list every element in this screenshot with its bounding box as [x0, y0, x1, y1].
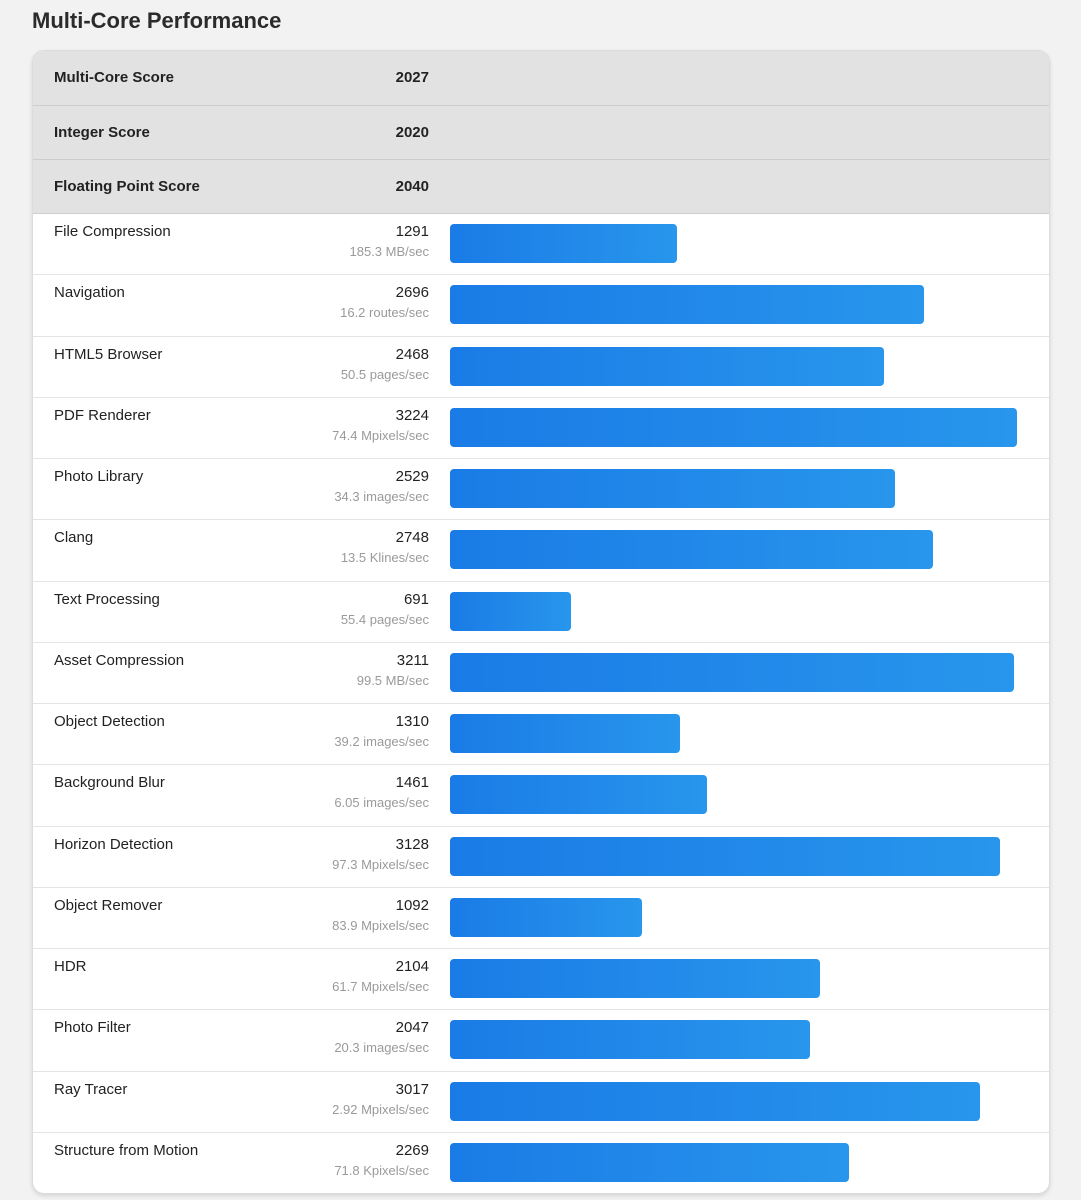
- benchmark-name: Ray Tracer: [54, 1080, 128, 1098]
- benchmark-score: 3017: [395, 1080, 429, 1098]
- score-bar: [450, 285, 924, 324]
- score-bar: [450, 469, 895, 508]
- benchmark-rate: 39.2 images/sec: [334, 734, 429, 749]
- benchmark-name: Photo Library: [54, 468, 144, 485]
- benchmark-row: [33, 1133, 1049, 1194]
- summary-row: [33, 106, 1049, 160]
- bar-track: [450, 653, 1030, 692]
- bar-track: [450, 775, 1030, 814]
- benchmark-rate: 74.4 Mpixels/sec: [332, 427, 429, 443]
- benchmark-rate: 13.5 Klines/sec: [340, 550, 429, 566]
- benchmark-name: Photo Filter: [54, 1019, 131, 1037]
- benchmark-rate: 34.3 images/sec: [334, 489, 429, 504]
- benchmark-row: [33, 459, 1049, 520]
- benchmark-score: 2047: [395, 1019, 429, 1037]
- benchmark-score: 2529: [395, 468, 429, 485]
- benchmark-name: Background Blur: [54, 774, 165, 792]
- benchmark-score: 691: [403, 590, 429, 608]
- bar-track: [450, 408, 1030, 447]
- summary-section: [33, 51, 1049, 214]
- benchmark-score: 1310: [395, 713, 429, 730]
- summary-label: Multi-Core Score: [54, 69, 175, 86]
- benchmark-row: [33, 520, 1049, 581]
- benchmark-score: 2269: [395, 1141, 429, 1159]
- benchmark-score: 3211: [396, 651, 429, 669]
- benchmark-score: 1092: [395, 896, 429, 914]
- benchmark-row: [33, 827, 1049, 888]
- summary-row: [33, 160, 1049, 214]
- results-card: [32, 50, 1050, 1194]
- benchmark-score: 1461: [395, 774, 429, 792]
- benchmark-rate: 6.05 images/sec: [334, 795, 429, 811]
- benchmark-rate: 71.8 Kpixels/sec: [334, 1162, 429, 1178]
- benchmark-row: [33, 398, 1049, 459]
- bar-track: [450, 530, 1030, 569]
- summary-score: 2027: [395, 69, 429, 86]
- score-bar: [450, 1082, 980, 1121]
- benchmark-rate: 20.3 images/sec: [334, 1040, 429, 1056]
- benchmark-row: [33, 949, 1049, 1010]
- bar-track: [450, 1082, 1030, 1121]
- benchmark-row: [33, 888, 1049, 949]
- bar-track: [450, 1143, 1030, 1182]
- bar-track: [450, 959, 1030, 998]
- benchmark-list: [33, 214, 1049, 1194]
- bar-track: [450, 224, 1030, 263]
- benchmark-name: Horizon Detection: [54, 835, 174, 853]
- bar-track: [450, 469, 1030, 508]
- score-bar: [450, 530, 933, 569]
- benchmark-name: Asset Compression: [54, 651, 185, 669]
- benchmark-name: HTML5 Browser: [54, 345, 163, 363]
- benchmark-row: [33, 275, 1049, 336]
- benchmark-name: Text Processing: [54, 590, 160, 608]
- benchmark-rate: 16.2 routes/sec: [340, 305, 429, 321]
- score-bar: [450, 775, 707, 814]
- benchmark-name: Clang: [54, 529, 94, 547]
- benchmark-rate: 185.3 MB/sec: [349, 244, 429, 259]
- benchmark-name: Object Detection: [54, 713, 165, 730]
- benchmark-row: [33, 765, 1049, 826]
- benchmark-score: 2104: [395, 958, 429, 975]
- benchmark-score: 3128: [395, 835, 429, 853]
- score-bar: [450, 408, 1017, 447]
- score-bar: [450, 347, 884, 386]
- score-bar: [450, 592, 571, 631]
- summary-row: [33, 51, 1049, 106]
- summary-label: Integer Score: [54, 124, 150, 141]
- score-bar: [450, 1143, 849, 1182]
- score-bar: [450, 959, 820, 998]
- bar-track: [450, 285, 1030, 324]
- benchmark-rate: 50.5 pages/sec: [340, 366, 429, 382]
- benchmark-name: PDF Renderer: [54, 406, 151, 424]
- score-bar: [450, 837, 1000, 876]
- bar-track: [450, 1020, 1030, 1059]
- bar-track: [450, 837, 1030, 876]
- bar-track: [450, 347, 1030, 386]
- summary-score: 2040: [395, 178, 429, 195]
- benchmark-row: [33, 582, 1049, 643]
- benchmark-score: 2468: [395, 345, 429, 363]
- benchmark-score: 1291: [395, 223, 429, 240]
- benchmark-rate: 2.92 Mpixels/sec: [332, 1101, 429, 1117]
- benchmark-row: [33, 643, 1049, 704]
- benchmark-name: Navigation: [54, 284, 125, 302]
- benchmark-rate: 55.4 pages/sec: [340, 611, 429, 627]
- benchmark-name: File Compression: [54, 223, 171, 240]
- benchmark-row: [33, 1072, 1049, 1133]
- bar-track: [450, 592, 1030, 631]
- benchmark-score: 2748: [395, 529, 429, 547]
- benchmark-rate: 83.9 Mpixels/sec: [332, 917, 429, 933]
- bar-track: [450, 898, 1030, 937]
- benchmark-row: [33, 214, 1049, 275]
- bar-track: [450, 714, 1030, 753]
- benchmark-name: HDR: [54, 958, 87, 975]
- score-bar: [450, 898, 642, 937]
- benchmark-rate: 97.3 Mpixels/sec: [332, 856, 429, 872]
- summary-score: 2020: [395, 124, 429, 141]
- benchmark-row: [33, 704, 1049, 765]
- benchmark-row: [33, 337, 1049, 398]
- score-bar: [450, 1020, 810, 1059]
- score-bar: [450, 714, 680, 753]
- benchmark-row: [33, 1010, 1049, 1071]
- score-bar: [450, 653, 1014, 692]
- benchmark-score: 2696: [395, 284, 429, 302]
- benchmark-name: Structure from Motion: [54, 1141, 199, 1159]
- score-bar: [450, 224, 677, 263]
- benchmark-score: 3224: [395, 406, 429, 424]
- benchmark-name: Object Remover: [54, 896, 163, 914]
- summary-label: Floating Point Score: [54, 178, 200, 195]
- benchmark-rate: 61.7 Mpixels/sec: [332, 979, 429, 994]
- benchmark-rate: 99.5 MB/sec: [356, 672, 429, 688]
- page-title: Multi-Core Performance: [32, 8, 282, 33]
